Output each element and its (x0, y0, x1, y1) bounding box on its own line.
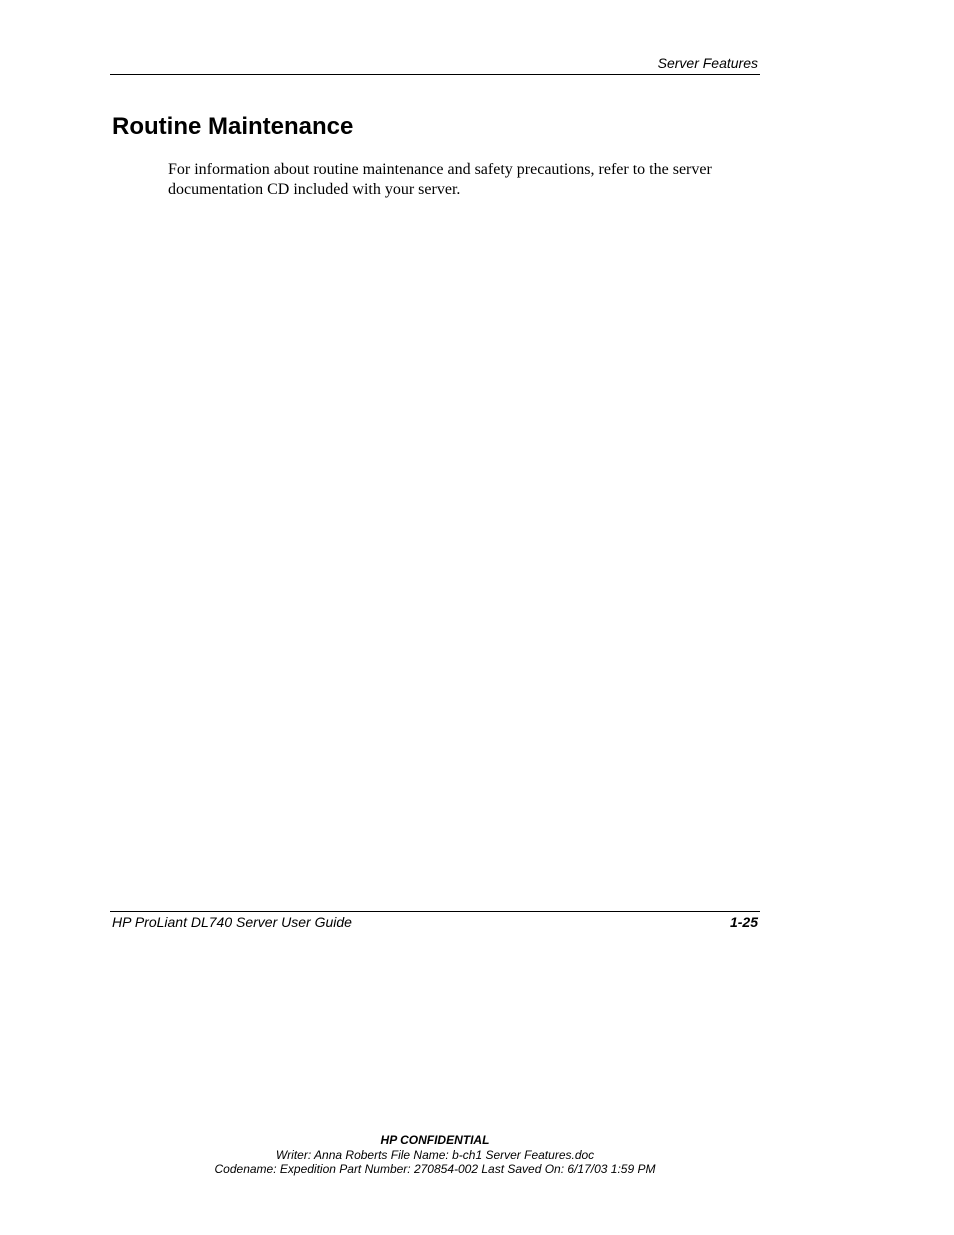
confidential-writer-line: Writer: Anna Roberts File Name: b-ch1 Server Features.doc (275, 1147, 595, 1162)
footer-divider (110, 911, 760, 912)
running-header: Server Features (657, 55, 758, 71)
page-number: 1-25 (729, 914, 758, 930)
section-heading: Routine Maintenance (112, 113, 354, 140)
footer-guide-title: HP ProLiant DL740 Server User Guide (112, 914, 352, 930)
header-divider (110, 74, 760, 75)
body-paragraph: For information about routine maintenance and safety precautions, refer to the server documentation CD included with your server. (168, 161, 712, 198)
confidential-notice (0, 1133, 870, 1177)
confidential-codename-line: Codename: Expedition Part Number: 270854-002 Last Saved On: 6/17/03 1:59 PM (214, 1162, 656, 1176)
confidential-title: HP CONFIDENTIAL (380, 1133, 490, 1147)
